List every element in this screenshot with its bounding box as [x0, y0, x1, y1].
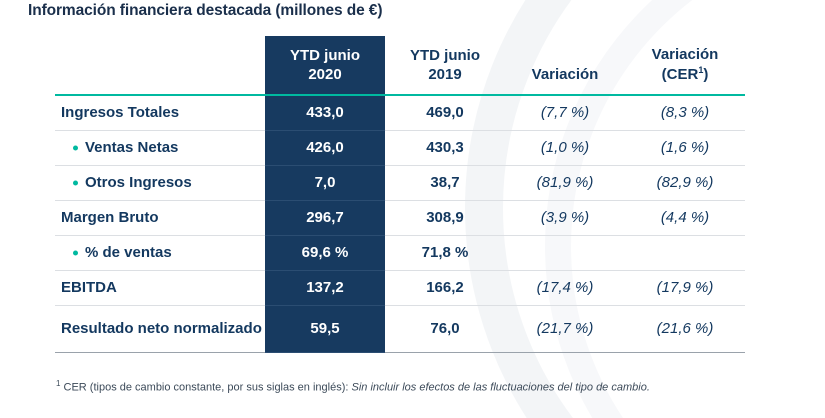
row-value-otros-ingresos-var-cer: (82,9 %): [625, 165, 745, 200]
column-header-blank: [55, 36, 265, 95]
row-value-ebitda-2020: 137,2: [265, 270, 385, 305]
row-value-resultado-neto-var-cer: (21,6 %): [625, 305, 745, 352]
column-header-variacion-cer-line2: [629, 65, 741, 85]
column-header-ytd-2020-line1: YTD junio: [290, 47, 360, 64]
column-header-ytd-2019-line2: 2019: [428, 65, 462, 83]
row-label-margen-bruto: Margen Bruto: [55, 200, 265, 235]
row-value-ventas-netas-2020: 426,0: [265, 130, 385, 165]
row-value-ventas-netas-var: (1,0 %): [505, 130, 625, 165]
row-value-ventas-netas-var-cer: (1,6 %): [625, 130, 745, 165]
footnote-plain-text: CER (tipos de cambio constante, por sus siglas en inglés):: [60, 381, 352, 394]
row-label-otros-ingresos-text: Otros Ingresos: [85, 174, 192, 191]
bullet-icon: [73, 145, 78, 150]
row-value-ingresos-totales-var-cer: (8,3 %): [625, 95, 745, 131]
row-value-resultado-neto-2020: 59,5: [265, 305, 385, 352]
row-label-porcentaje-ventas: [55, 235, 265, 270]
financial-table-container: [55, 36, 745, 353]
row-value-resultado-neto-var: (21,7 %): [505, 305, 625, 352]
row-value-porcentaje-ventas-var: [505, 235, 625, 270]
column-header-ytd-2019-line1: YTD junio: [410, 47, 480, 64]
row-value-ingresos-totales-2020: 433,0: [265, 95, 385, 131]
financial-highlights-table: [55, 36, 745, 353]
row-value-ingresos-totales-var: (7,7 %): [505, 95, 625, 131]
table-row: [55, 235, 745, 270]
footnote-marker: 1: [56, 379, 61, 388]
page-title: Información financiera destacada (millones de €): [28, 2, 383, 19]
cer-close-paren: ): [703, 65, 709, 83]
row-label-resultado-neto-normalizado: Resultado neto normalizado: [55, 305, 265, 352]
footnote: [56, 379, 650, 394]
row-value-margen-bruto-2020: 296,7: [265, 200, 385, 235]
column-header-ytd-2019: [385, 36, 505, 95]
row-value-porcentaje-ventas-var-cer: [625, 235, 745, 270]
row-value-ebitda-2019: 166,2: [385, 270, 505, 305]
row-value-ebitda-var: (17,4 %): [505, 270, 625, 305]
row-label-ingresos-totales: Ingresos Totales: [55, 95, 265, 131]
table-row: [55, 270, 745, 305]
row-label-ebitda: EBITDA: [55, 270, 265, 305]
table-row: [55, 130, 745, 165]
column-header-variacion-cer: [625, 36, 745, 95]
bullet-icon: [73, 250, 78, 255]
row-value-porcentaje-ventas-2020: 69,6 %: [265, 235, 385, 270]
row-value-margen-bruto-var: (3,9 %): [505, 200, 625, 235]
row-value-porcentaje-ventas-2019: 71,8 %: [385, 235, 505, 270]
table-row: [55, 200, 745, 235]
column-header-variacion: [505, 36, 625, 95]
table-row: [55, 95, 745, 131]
row-label-porcentaje-ventas-text: % de ventas: [85, 244, 172, 261]
row-value-ingresos-totales-2019: 469,0: [385, 95, 505, 131]
table-body: [55, 95, 745, 353]
row-label-ventas-netas: [55, 130, 265, 165]
row-value-otros-ingresos-var: (81,9 %): [505, 165, 625, 200]
column-header-ytd-2020-line2: 2020: [308, 65, 342, 83]
row-value-ventas-netas-2019: 430,3: [385, 130, 505, 165]
column-header-variacion-line1: Variación: [531, 65, 599, 83]
footnote-italic-text: Sin incluir los efectos de las fluctuaciones del tipo de cambio.: [351, 381, 650, 394]
row-value-margen-bruto-var-cer: (4,4 %): [625, 200, 745, 235]
row-value-margen-bruto-2019: 308,9: [385, 200, 505, 235]
column-header-variacion-cer-line1: Variación: [651, 46, 719, 63]
row-value-otros-ingresos-2019: 38,7: [385, 165, 505, 200]
row-label-ventas-netas-text: Ventas Netas: [85, 139, 179, 156]
table-header: [55, 36, 745, 95]
row-value-resultado-neto-2019: 76,0: [385, 305, 505, 352]
cer-footnote-marker: 1: [698, 64, 704, 75]
row-value-otros-ingresos-2020: 7,0: [265, 165, 385, 200]
table-row: [55, 165, 745, 200]
column-header-ytd-2020: [265, 36, 385, 95]
row-value-ebitda-var-cer: (17,9 %): [625, 270, 745, 305]
table-row: [55, 305, 745, 352]
cer-text: (CER: [661, 65, 699, 83]
row-label-otros-ingresos: [55, 165, 265, 200]
table-header-row: [55, 36, 745, 95]
bullet-icon: [73, 180, 78, 185]
